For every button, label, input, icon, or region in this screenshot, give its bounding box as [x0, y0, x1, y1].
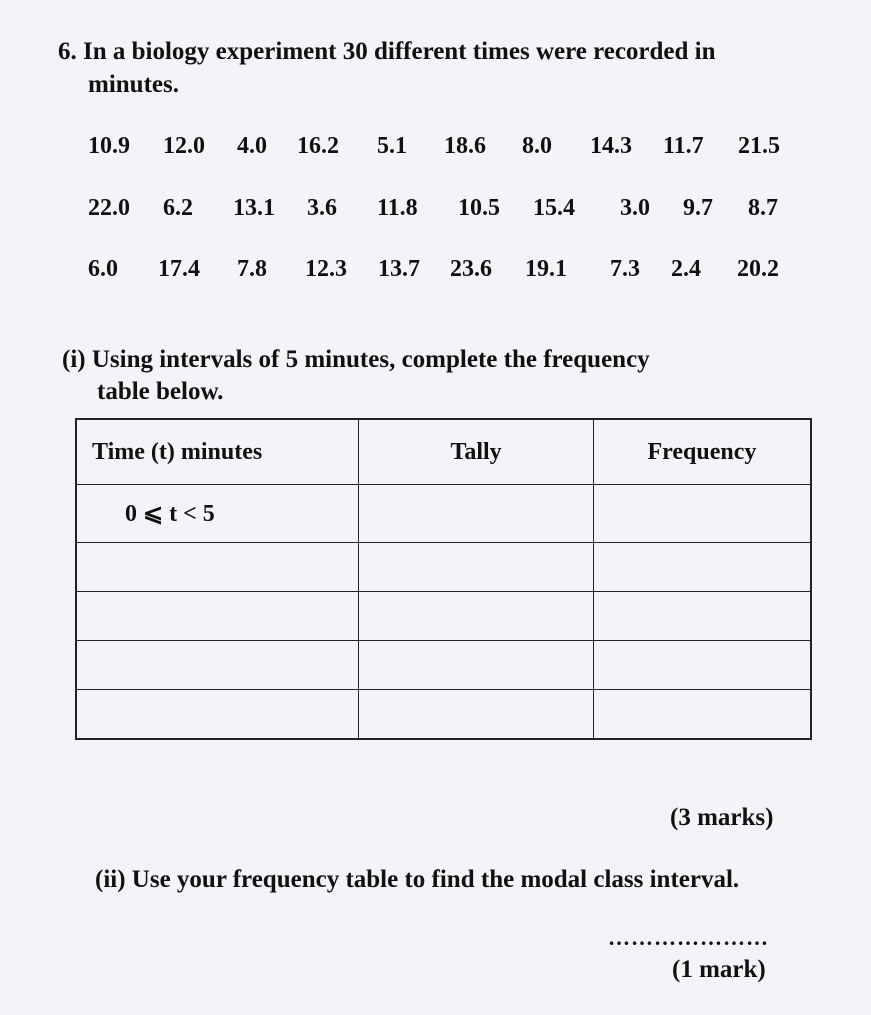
frequency-cell[interactable] — [593, 485, 811, 543]
data-value: 14.3 — [590, 133, 632, 159]
table-row — [76, 641, 811, 690]
table-row — [76, 543, 811, 592]
data-value: 15.4 — [533, 195, 575, 221]
tally-cell[interactable] — [359, 485, 593, 543]
data-value: 2.4 — [671, 256, 701, 282]
interval-cell: 0 ⩽ t < 5 — [76, 485, 359, 543]
data-value: 20.2 — [737, 256, 779, 282]
data-value: 11.8 — [377, 195, 418, 221]
interval-cell[interactable] — [76, 543, 359, 592]
data-value: 13.7 — [378, 256, 420, 282]
data-value: 6.2 — [163, 195, 193, 221]
data-value: 7.8 — [237, 256, 267, 282]
header-tally: Tally — [359, 419, 593, 485]
data-value: 13.1 — [233, 195, 275, 221]
data-value: 22.0 — [88, 195, 130, 221]
data-value: 19.1 — [525, 256, 567, 282]
data-value: 9.7 — [683, 195, 713, 221]
answer-line[interactable]: ………………… — [608, 925, 769, 950]
question-line-2: minutes. — [88, 71, 179, 98]
data-value: 10.5 — [458, 195, 500, 221]
tally-cell[interactable] — [359, 690, 593, 740]
part-ii-text: (ii) Use your frequency table to find the modal class interval. — [95, 866, 740, 893]
data-value: 3.6 — [307, 195, 337, 221]
table-row — [76, 690, 811, 740]
data-value: 11.7 — [663, 133, 704, 159]
data-value: 4.0 — [237, 133, 267, 159]
data-value: 8.7 — [748, 195, 778, 221]
question-line-1: 6. In a biology experiment 30 different times were recorded in — [58, 38, 716, 65]
data-value: 16.2 — [297, 133, 339, 159]
data-value: 18.6 — [444, 133, 486, 159]
data-value: 23.6 — [450, 256, 492, 282]
interval-cell[interactable] — [76, 592, 359, 641]
part-ii-marks: (1 mark) — [672, 956, 766, 983]
interval-cell[interactable] — [76, 690, 359, 740]
tally-cell[interactable] — [359, 641, 593, 690]
data-value: 17.4 — [158, 256, 200, 282]
data-value: 3.0 — [620, 195, 650, 221]
table-row — [76, 592, 811, 641]
data-value: 21.5 — [738, 133, 780, 159]
table-header-row — [76, 419, 811, 485]
data-value: 5.1 — [377, 133, 407, 159]
tally-cell[interactable] — [359, 592, 593, 641]
data-value: 10.9 — [88, 133, 130, 159]
header-time: Time (t) minutes — [76, 419, 359, 485]
data-value: 8.0 — [522, 133, 552, 159]
part-i-line-2: table below. — [97, 378, 224, 405]
tally-cell[interactable] — [359, 543, 593, 592]
part-i-line-1: (i) Using intervals of 5 minutes, complete the frequency — [62, 346, 650, 373]
frequency-cell[interactable] — [593, 543, 811, 592]
frequency-cell[interactable] — [593, 690, 811, 740]
frequency-cell[interactable] — [593, 641, 811, 690]
frequency-cell[interactable] — [593, 592, 811, 641]
interval-cell[interactable] — [76, 641, 359, 690]
data-value: 12.0 — [163, 133, 205, 159]
table-row — [76, 485, 811, 543]
data-value: 7.3 — [610, 256, 640, 282]
part-i-marks: (3 marks) — [670, 804, 774, 831]
data-value: 12.3 — [305, 256, 347, 282]
frequency-table — [75, 418, 812, 740]
data-value: 6.0 — [88, 256, 118, 282]
header-frequency: Frequency — [593, 419, 811, 485]
